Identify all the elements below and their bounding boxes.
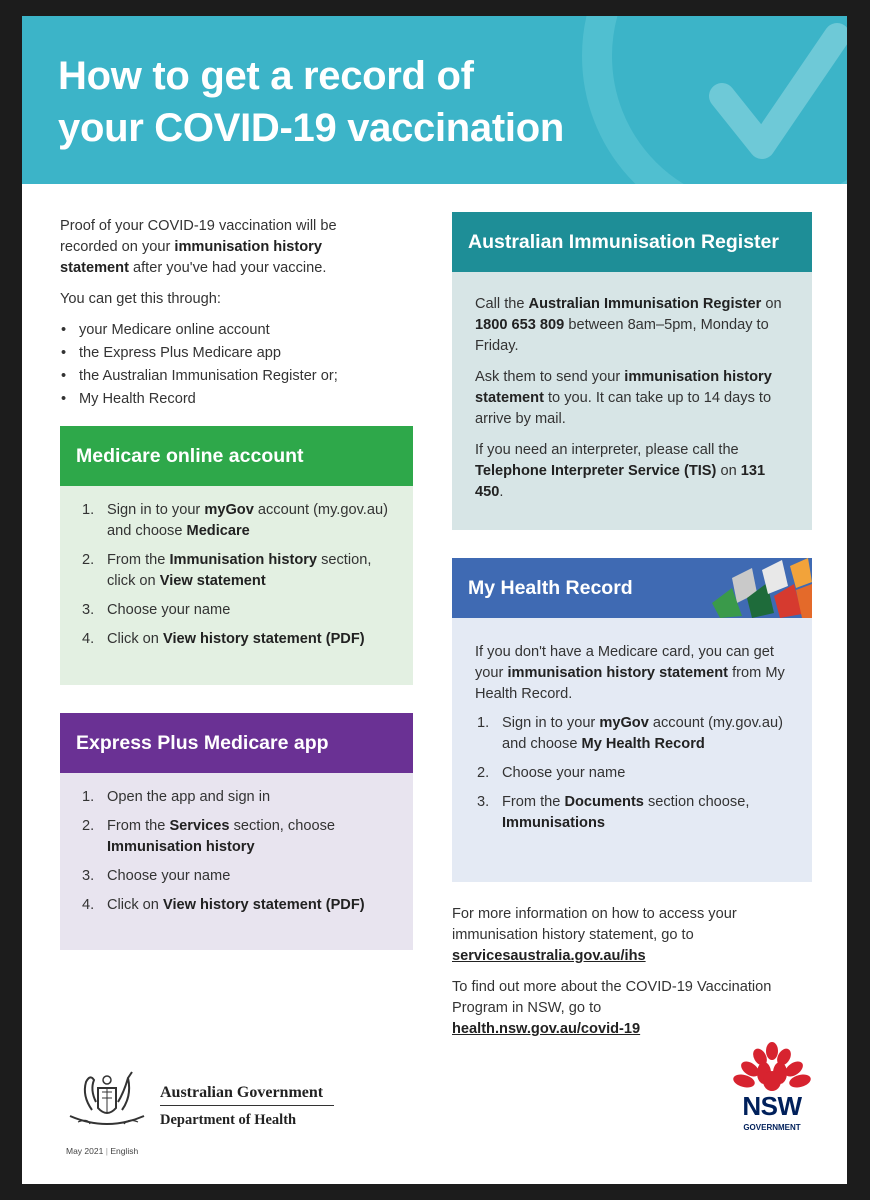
air-paragraph-call: Call the Australian Immunisation Register on 1800 653 809 between 8am–5pm, Monday to Friday. (475, 296, 782, 354)
mhr-logo-icon (702, 558, 812, 618)
air-section (452, 212, 812, 530)
air-paragraph-interpreter: If you need an interpreter, please call the Telephone Interpreter Service (TIS) on 131 450. (475, 442, 766, 500)
list-item: 2. From the Immunisation history section, click on View statement (82, 552, 372, 589)
department-name: Department of Health (160, 1112, 297, 1128)
more-info-section (452, 904, 792, 1050)
air-paragraph-send: Ask them to send your immunisation history statement to you. It can take up to 14 days to arrive by mail. (475, 369, 772, 427)
info-paragraph-nsw: To find out more about the COVID-19 Vaccination Program in NSW, go to health.nsw.gov.au/covid-19 (452, 979, 772, 1037)
header-banner (22, 16, 847, 184)
list-item: 2. Choose your name (477, 765, 626, 781)
services-australia-link[interactable]: servicesaustralia.gov.au/ihs (452, 948, 646, 964)
list-item: • your Medicare online account (60, 320, 390, 341)
list-item: 3. From the Documents section choose, Immunisations (477, 794, 750, 831)
mhr-section-title (452, 558, 812, 618)
express-section-title: Express Plus Medicare app (60, 713, 413, 773)
air-section-title: Australian Immunisation Register (452, 212, 812, 272)
medicare-section-body (60, 486, 413, 685)
list-item: 1. Open the app and sign in (82, 789, 271, 805)
list-item: 1. Sign in to your myGov account (my.gov.au) and choose Medicare (82, 502, 388, 539)
gov-name: Australian Government (160, 1084, 334, 1106)
flyer-page (22, 16, 847, 1184)
title-line-2: your COVID-19 vaccination (58, 106, 564, 150)
list-item: • the Australian Immunisation Register or; (60, 366, 390, 387)
title-line-1: How to get a record of (58, 54, 474, 98)
page-title (58, 50, 618, 154)
medicare-online-section (60, 426, 413, 685)
express-steps (80, 787, 393, 916)
nsw-health-link[interactable]: health.nsw.gov.au/covid-19 (452, 1021, 641, 1037)
list-item: • the Express Plus Medicare app (60, 343, 390, 364)
air-section-body (452, 272, 812, 530)
australian-government-logo (60, 1066, 350, 1136)
medicare-steps (80, 500, 393, 650)
options-list (60, 320, 390, 410)
my-health-record-section (452, 558, 812, 882)
mhr-paragraph: If you don't have a Medicare card, you can get your immunisation history statement from My Health Record. (475, 644, 785, 702)
intro-section (60, 216, 390, 412)
list-item: 1. Sign in to your myGov account (my.gov.au) and choose My Health Record (477, 715, 783, 752)
coat-of-arms-icon (60, 1066, 152, 1136)
list-item: 3. Choose your name (82, 868, 231, 884)
mhr-section-body (452, 618, 812, 882)
express-plus-section (60, 713, 413, 950)
express-section-body (60, 773, 413, 950)
intro-lead: You can get this through: (60, 291, 221, 307)
publication-date: May 2021 | English (66, 1146, 139, 1156)
info-paragraph-ihs: For more information on how to access your immunisation history statement, go to servicesaustralia.gov.au/ihs (452, 906, 737, 964)
list-item: 4. Click on View history statement (PDF) (82, 897, 365, 913)
mhr-steps (475, 713, 790, 834)
medicare-section-title: Medicare online account (60, 426, 413, 486)
intro-paragraph: Proof of your COVID-19 vaccination will be recorded on your immunisation history statement after you've had your vaccine. (60, 218, 337, 276)
mhr-title-text: My Health Record (468, 576, 633, 599)
list-item: 4. Click on View history statement (PDF) (82, 631, 365, 647)
nsw-government-logo (732, 1041, 812, 1141)
list-item: 3. Choose your name (82, 602, 231, 618)
nsw-government-text: GOVERNMENT (743, 1123, 801, 1132)
waratah-icon (732, 1041, 812, 1093)
list-item: • My Health Record (60, 389, 390, 410)
list-item: 2. From the Services section, choose Immunisation history (82, 818, 335, 855)
nsw-wordmark: NSW (742, 1091, 802, 1121)
